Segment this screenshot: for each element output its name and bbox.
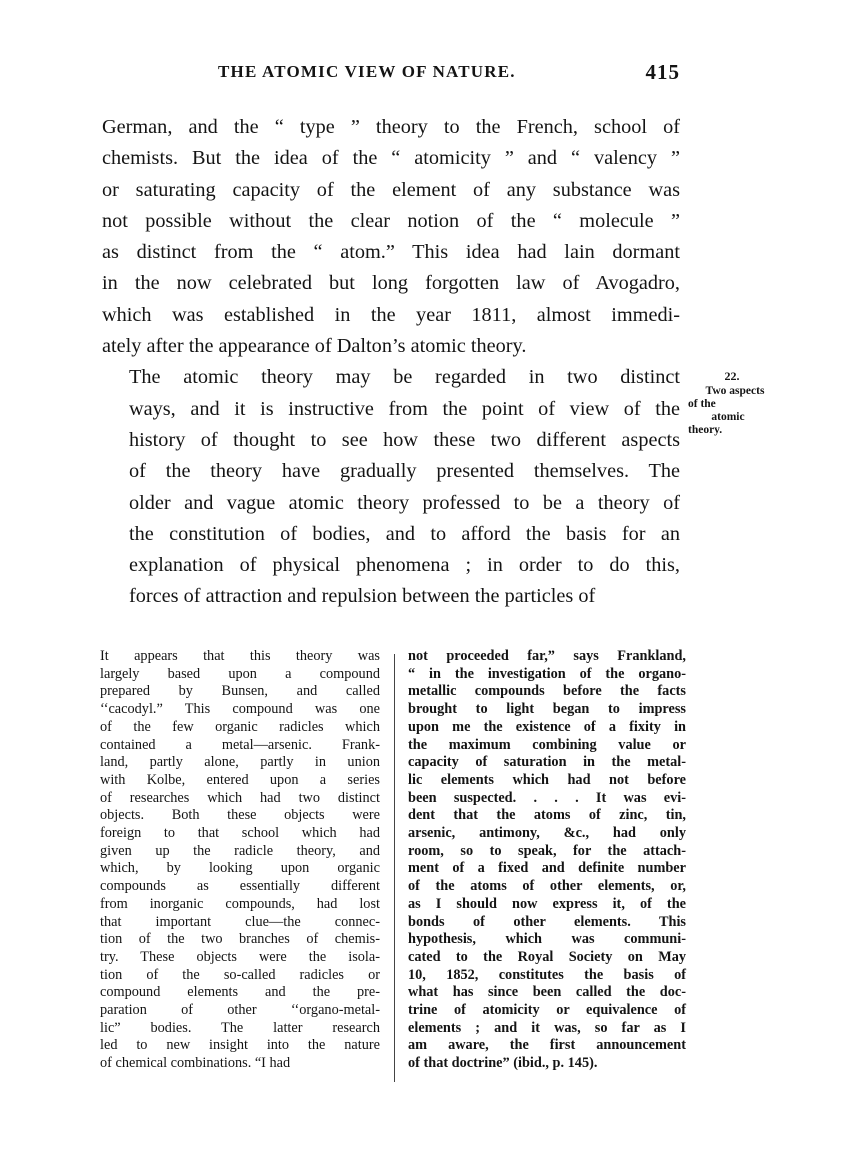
footnote-column-left <box>100 648 380 1073</box>
footnote-line: upon me the existence of a fixity in <box>408 718 686 735</box>
page-header <box>100 62 680 90</box>
footnote-line: try. These objects were the isola- <box>100 948 380 965</box>
running-head: THE ATOMIC VIEW OF NATURE. <box>218 62 516 81</box>
footnote-line: “ in the investigation of the organo- <box>408 665 686 682</box>
text-line: explanation of physical phenomena ; in order to do this, <box>129 554 680 577</box>
footnote-line: which, by looking upon organic <box>100 860 380 877</box>
text-line: The atomic theory may be regarded in two distinct <box>129 366 680 389</box>
text-line: ately after the appearance of Dalton’s atomic theory. <box>102 335 527 358</box>
footnote-line: of that doctrine” (ibid., p. 145). <box>408 1055 598 1072</box>
footnote-line: tion of the two branches of chemis- <box>100 931 380 948</box>
text-line: which was established in the year 1811, almost immedi- <box>102 303 680 326</box>
text-line: chemists. But the idea of the “ atomicity ” and “ valency ” <box>102 147 680 170</box>
footnote-line: am aware, the first announcement <box>408 1037 686 1054</box>
footnote-line: trine of atomicity or equivalence of <box>408 1002 686 1019</box>
footnote-line: brought to light began to impress <box>408 701 686 718</box>
footnote-line: of researches which had two distinct <box>100 789 380 806</box>
text-line: ways, and it is instructive from the point of view of the <box>129 397 680 420</box>
text-line: older and vague atomic theory professed to be a theory of <box>129 491 680 514</box>
text-line: or saturating capacity of the element of any substance was <box>102 178 680 201</box>
footnote-line: of the atoms of other elements, or, <box>408 878 686 895</box>
text-line: in the now celebrated but long forgotten law of Avogadro, <box>102 272 680 295</box>
footnote-line: of the few organic radicles which <box>100 718 380 735</box>
margin-note-line: of the <box>688 398 716 410</box>
footnote-line: lic” bodies. The latter research <box>100 1019 380 1036</box>
text-line: history of thought to see how these two different aspects <box>129 428 680 451</box>
footnote-line: not proceeded far,” says Frankland, <box>408 648 686 664</box>
margin-note-line: atomic <box>711 411 745 423</box>
footnote-line: paration of other ‘‘organo-metal- <box>100 1002 380 1019</box>
footnote-line: foreign to that school which had <box>100 825 380 842</box>
footnote-line: of chemical combinations. “I had <box>100 1055 291 1072</box>
text-line: as distinct from the “ atom.” This idea had lain dormant <box>102 241 680 264</box>
footnote-line: bonds of other elements. This <box>408 913 686 930</box>
page-number: 415 <box>645 60 680 84</box>
margin-note-line: theory. <box>688 424 723 436</box>
text-line: German, and the “ type ” theory to the French, school of <box>102 116 680 138</box>
footnote-line: room, so to speak, for the attach- <box>408 842 686 859</box>
footnote-line: hypothesis, which was communi- <box>408 931 686 948</box>
footnote-line: objects. Both these objects were <box>100 807 380 824</box>
margin-note-number: 22. <box>724 369 740 383</box>
footnote-line: arsenic, antimony, &c., had only <box>408 825 686 842</box>
footnote-line: cated to the Royal Society on May <box>408 948 686 965</box>
margin-note <box>688 370 768 437</box>
footnote-line: ment of a fixed and definite number <box>408 860 686 877</box>
footnote-line: been suspected. . . . It was evi- <box>408 789 686 806</box>
footnote-line: what has since been called the doc- <box>408 984 686 1001</box>
footnote-line: 10, 1852, constitutes the basis of <box>408 966 686 983</box>
footnote-line: lic elements which had not before <box>408 771 686 788</box>
footnote-line: given up the radicle theory, and <box>100 842 380 859</box>
footnote-line: land, partly alone, partly in union <box>100 754 380 771</box>
footnote-line: as I should now express it, of the <box>408 895 686 912</box>
footnote-line: compound elements and the pre- <box>100 984 380 1001</box>
body-text <box>102 112 680 613</box>
footnote-line: contained a metal—arsenic. Frank- <box>100 736 380 753</box>
footnote-line: It appears that this theory was <box>100 648 380 664</box>
footnote-line: with Kolbe, entered upon a series <box>100 771 380 788</box>
footnote-line: that important clue—the connec- <box>100 913 380 930</box>
footnote-line: compounds as essentially different <box>100 878 380 895</box>
footnote-line: dent that the atoms of zinc, tin, <box>408 807 686 824</box>
footnote-line: metallic compounds before the facts <box>408 683 686 700</box>
column-divider <box>394 654 395 1082</box>
footnote-line: led to new insight into the nature <box>100 1037 380 1054</box>
footnote-line: from inorganic compounds, had lost <box>100 895 380 912</box>
footnote-line: largely based upon a compound <box>100 665 380 682</box>
text-line: of the theory have gradually presented themselves. The <box>129 460 680 483</box>
footnote-line: the maximum combining value or <box>408 736 686 753</box>
footnote-column-right <box>408 648 686 1073</box>
margin-note-line: Two aspects <box>705 385 765 397</box>
footnote-line: prepared by Bunsen, and called <box>100 683 380 700</box>
text-line: forces of attraction and repulsion between the particles of <box>129 585 596 608</box>
footnotes <box>100 648 686 1088</box>
paragraph-2 <box>102 362 680 612</box>
footnote-line: capacity of saturation in the metal- <box>408 754 686 771</box>
footnote-line: tion of the so-called radicles or <box>100 966 380 983</box>
footnote-line: elements ; and it was, so far as I <box>408 1019 686 1036</box>
text-line: not possible without the clear notion of the “ molecule ” <box>102 209 680 232</box>
text-line: the constitution of bodies, and to afford the basis for an <box>129 522 680 545</box>
paragraph-1 <box>102 112 680 362</box>
footnote-line: ‘‘cacodyl.” This compound was one <box>100 701 380 718</box>
